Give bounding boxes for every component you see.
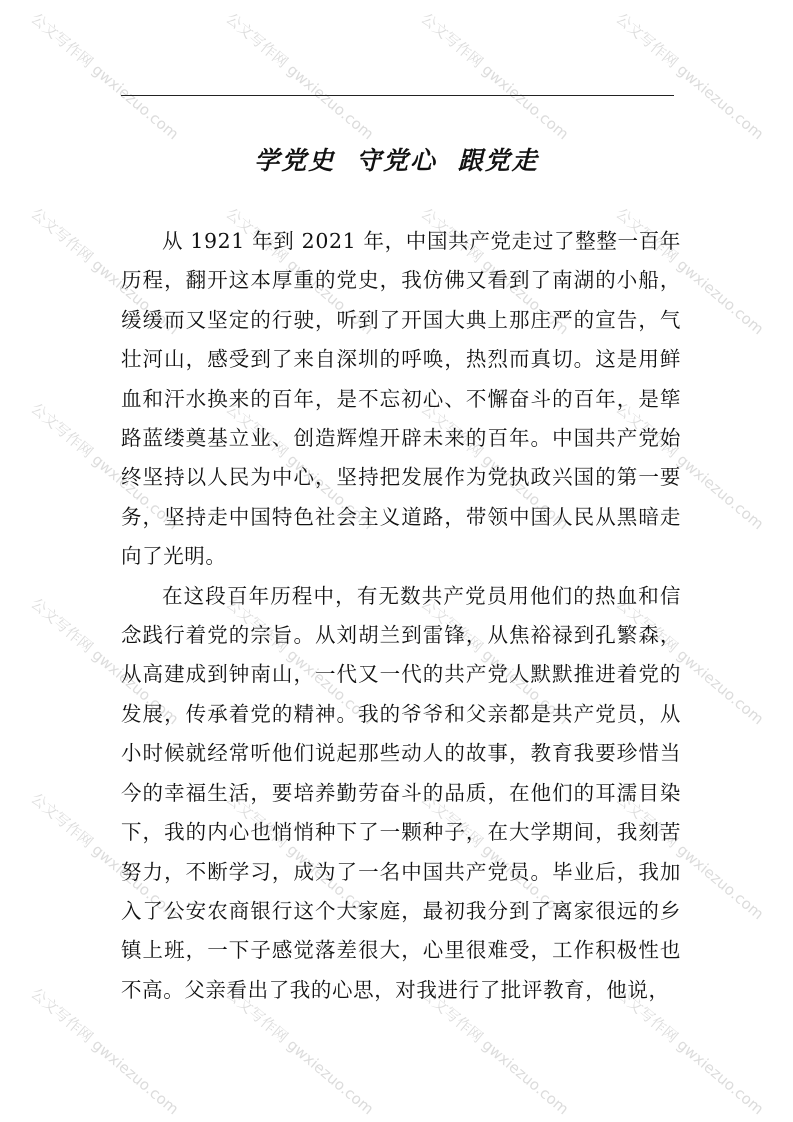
watermark-text: 公文写作网 gwxiezuo.com — [222, 594, 378, 729]
watermark-text: 公文写作网 gwxiezuo.com — [222, 789, 378, 924]
paragraph-1: 从 1921 年到 2021 年，中国共产党走过了整整一百年历程，翻开这本厚重的党史，我仿佛又看到了南湖的小船，缓缓而又坚定的行驶，听到了开国大典上那庄严的宣告，气壮河山，感受到了来自深圳的呼唤，热烈而真切。这是用鲜血和汗水换来的百年，是不忘初心、不懈奋斗的百年，是筚路蓝缕奠基立业、创造辉煌开辟未来的百年。中国共产党始终坚持以人民为中心，坚持把发展作为党执政兴国的第一要务，坚持走中国特色社会主义道路，带领中国人民从黑暗走向了光明。 — [121, 229, 681, 569]
watermark-text: 公文写作网 gwxiezuo.com — [27, 789, 183, 924]
watermark-text: 公文写作网 gwxiezuo.com — [222, 9, 378, 144]
document-body — [121, 222, 681, 1010]
watermark-text: 公文写作网 gwxiezuo.com — [612, 594, 768, 729]
header-rule — [121, 95, 674, 96]
watermark-text: 公文写作网 gwxiezuo.com — [222, 204, 378, 339]
watermark-text: 公文写作网 gwxiezuo.com — [222, 984, 378, 1119]
document-title: 学党史 守党心 跟党走 — [254, 146, 539, 175]
watermark-text: 公文写作网 gwxiezuo.com — [612, 399, 768, 534]
watermark-text: 公文写作网 gwxiezuo.com — [27, 984, 183, 1119]
watermark-text: 公文写作网 gwxiezuo.com — [612, 9, 768, 144]
watermark-text: 公文写作网 gwxiezuo.com — [27, 594, 183, 729]
watermark-text: 公文写作网 gwxiezuo.com — [417, 9, 573, 144]
watermark-text: 公文写作网 gwxiezuo.com — [417, 789, 573, 924]
watermark-text: 公文写作网 gwxiezuo.com — [417, 204, 573, 339]
watermark-text: 公文写作网 gwxiezuo.com — [27, 9, 183, 144]
watermark-text: 公文写作网 gwxiezuo.com — [27, 204, 183, 339]
watermark-text: 公文写作网 gwxiezuo.com — [612, 789, 768, 924]
watermark-text: 公文写作网 gwxiezuo.com — [417, 594, 573, 729]
watermark-text: 公文写作网 gwxiezuo.com — [612, 204, 768, 339]
watermark-text: 公文写作网 gwxiezuo.com — [417, 984, 573, 1119]
watermark-text: 公文写作网 gwxiezuo.com — [612, 984, 768, 1119]
watermark-text: 公文写作网 gwxiezuo.com — [417, 399, 573, 534]
watermark-text: 公文写作网 gwxiezuo.com — [27, 399, 183, 534]
paragraph-2: 在这段百年历程中，有无数共产党员用他们的热血和信念践行着党的宗旨。从刘胡兰到雷锋，从焦裕禄到孔繁森，从高建成到钟南山，一代又一代的共产党人默默推进着党的发展，传承着党的精神。我的爷爷和父亲都是共产党员，从小时候就经常听他们说起那些动人的故事，教育我要珍惜当今的幸福生活，要培养勤劳奋斗的品质，在他们的耳濡目染下，我的内心也悄悄种下了一颗种子，在大学期间，我刻苦努力，不断学习，成为了一名中国共产党员。毕业后，我加入了公安农商银行这个大家庭，最初我分到了离家很远的乡镇上班，一下子感觉落差很大，心里很难受，工作积极性也不高。父亲看出了我的心思，对我进行了批评教育，他说， — [121, 583, 681, 1002]
watermark-text: 公文写作网 gwxiezuo.com — [222, 399, 378, 534]
